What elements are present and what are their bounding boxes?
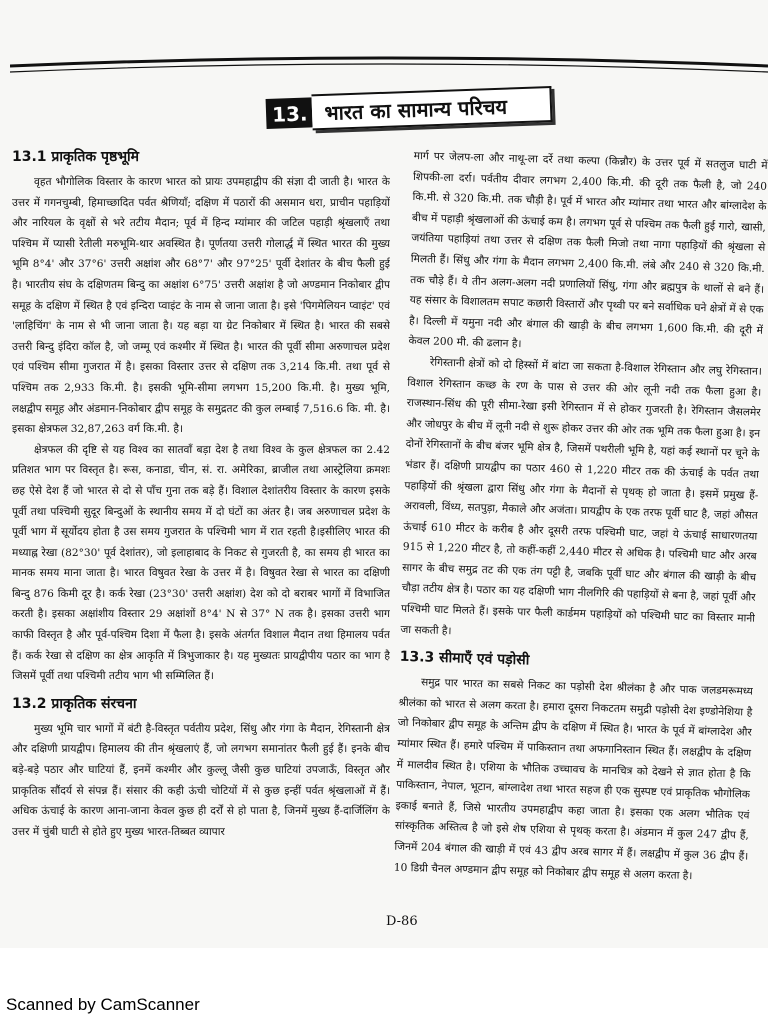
section-heading-physical-structure: 13.2 प्राकृतिक संरचना <box>12 695 137 712</box>
chapter-heading <box>265 83 552 135</box>
scanner-watermark: Scanned by CamScanner <box>6 995 200 1014</box>
paragraph-passes: मार्ग पर जेलप-ला और नाथू-ला दर्रे तथा कल्पा (किन्नौर) के उत्तर पूर्व में सतलुज घाटी में शिपकी-ला दर्रा। पर्वतीय दीवार लगभग 2,400 कि.मी. की दूरी तक फैली है, जो 240 कि.मी. से 320 कि.मी. तक चौड़ी है। पूर्व में भारत और म्यांमार तथा भारत और बांग्लादेश के बीच में पहाड़ी श्रृंखलाओं की ऊंचाई कम है। लगभग पूर्व से पश्चिम तक फैली हुई गारो, खासी, जयंतिया पहाड़ियां तथा उत्तर से दक्षिण तक फैली मिजो तथा नागा पहाड़ियों की श्रृंखला से मिलती हैं। सिंधु और गंगा के मैदान लगभग 2,400 कि.मी. लंबे और 240 से 320 कि.मी. तक चौड़े हैं। ये तीन अलग-अलग नदी प्रणालियों सिंधु, गंगा और ब्रह्मपुत्र के थालों से बने हैं। यह संसार के विशालतम सपाट कछारी विस्तारों और पृथ्वी पर बने सर्वाधिक घने क्षेत्रों में से एक है। दिल्ली में यमुना नदी और बंगाल की खाड़ी के बीच लगभग 1,600 कि.मी. की दूरी में केवल 200 मी. की ढलान है। <box>408 149 768 351</box>
paragraph-neighbours: समुद्र पार भारत का सबसे निकट का पड़ोसी देश श्रीलंका है और पाक जलडमरूमध्य श्रीलंका को भारत से अलग करता है। हमारा दूसरा निकटतम समुद्री पड़ोसी देश इण्डोनेशिया है जो निकोबार द्वीप समूह के अन्तिम द्वीप के दक्षिण में स्थित है। भारत के पूर्व में बांग्लादेश और म्यांमार स्थित हैं। हमारे पश्चिम में पाकिस्तान तथा अफगानिस्तान स्थित हैं। लक्षद्वीप के दक्षिण में मालदीव स्थित है। एशिया के भौतिक उच्चावच के मानचित्र को देखने से ज्ञात होता है कि पाकिस्तान, नेपाल, भूटान, बांग्लादेश तथा भारत सहज ही एक सुस्पष्ट एवं प्राकृतिक भौगोलिक इकाई बनाते हैं, जिसे भारतीय उपमहाद्वीप कहा जाता है। इसका एक अलग भौतिक एवं सांस्कृतिक अस्तित्व है जो इसे शेष एशिया से पृथक् करता है। अंडमान में कुल 247 द्वीप हैं, जिनमें 204 बंगाल की खाड़ी में एवं 43 द्वीप अरब सागर में हैं। लक्षद्वीप में कुल 36 द्वीप हैं। 10 डिग्री चैनल अण्डमान द्वीप समूह को निकोबार द्वीप समूह से अलग करता है। <box>393 676 754 882</box>
paragraph-area: क्षेत्रफल की दृष्टि से यह विश्व का सातवाँ बड़ा देश है तथा विश्व के कुल क्षेत्रफल का 2.42 प्रतिशत भाग पर विस्तृत है। रूस, कनाडा, चीन, सं. रा. अमेरिका, ब्राजील तथा आस्ट्रेलिया क्रमशः छह ऐसे देश हैं जो भारत से दो से पाँच गुना तक बड़े हैं। विशाल देशांतरीय विस्तार के कारण इसके पूर्वी तथा पश्चिमी सुदूर बिन्दुओं के स्थानीय समय में दो घंटों का अंतर है। जब अरुणाचल प्रदेश के पूर्वी भाग में सूर्योदय होता है उस समय गुजरात के पश्चिमी भाग में रात रहती है।इसीलिए भारत की मध्याह्न रेखा (82°30' पूर्व देशांतर), जो इलाहाबाद के निकट से गुजरती है, का समय ही भारत का मानक समय माना जाता है। भारत विषुवत रेखा के उत्तर में है। विषुवत रेखा से भारत का दक्षिणी बिन्दु 876 किमी दूर है। कर्क रेखा (23°30' उत्तरी अक्षांश) देश को दो बराबर भागों में विभाजित करती है। इसका अक्षांशीय विस्तार 29 अक्षांशों 8°4' N से 37° N तक है। इसका उत्तरी भाग काफी विस्तृत है और पूर्व-पश्चिम दिशा में फैला है। इसके अंतर्गत विशाल मैदान तथा हिमालय पर्वत हैं। कर्क रेखा से दक्षिण का क्षेत्र आकृति में त्रिभुजाकार है। यह मुख्यतः प्रायद्वीपीय पठार का भाग है जिसमें पूर्वी तथा पश्चिमी तटीय भाग भी सम्मिलित हैं। <box>12 443 390 683</box>
paragraph-structure: मुख्य भूमि चार भागों में बंटी है-विस्तृत पर्वतीय प्रदेश, सिंधु और गंगा के मैदान, रेगिस्तानी क्षेत्र और दक्षिणी प्रायद्वीप। हिमालय की तीन श्रृंखलाएं हैं, जो लगभग समानांतर फैली हुई हैं। इनके बीच बड़े-बड़े पठार और घाटियां हैं, इनमें कश्मीर और कुल्लू जैसी कुछ घाटियां उपजाऊँ, विस्तृत और प्राकृतिक सौंदर्य से संपन्न हैं। संसार की कही ऊंची चोटियों में से कुछ इन्हीं पर्वत श्रृंखलाओं में हैं। अधिक ऊंचाई के कारण आना-जाना केवल कुछ ही दर्रों से हो पाता है, जिनमें मुख्य हैं-दार्जिलिंग के उत्तर में चुंबी घाटी से होते हुए मुख्य भारत-तिब्बत व्यापार <box>12 722 390 838</box>
chapter-title: भारत का सामान्य परिचय <box>312 86 553 130</box>
right-column <box>394 146 768 888</box>
header-rule <box>10 52 768 82</box>
chapter-number: 13. <box>266 97 313 129</box>
paragraph-deserts: रेगिस्तानी क्षेत्रों को दो हिस्सों में बांटा जा सकता है-विशाल रेगिस्तान और लघु रेगिस्तान। विशाल रेगिस्तान कच्छ के रण के पास से उत्तर की ओर लूनी नदी तक फैला हुआ है। राजस्थान-सिंध की पूरी सीमा-रेखा इसी रेगिस्तान में से होकर गुजरती है। रेगिस्तान जैसलमेर और जोधपुर के बीच में लूनी नदी से शुरू होकर उत्तर की ओर तक भूमि तक फैला हुआ है। इन दोनों रेगिस्तानों के बीच बंजर भूमि क्षेत्र है, जिसमें पथरीली भूमि है, यहां कई स्थानों पर चूने के भंडार हैं। दक्षिणी प्रायद्वीप का पठार 460 से 1,220 मीटर तक की ऊंचाई के पर्वत तथा पहाड़ियों की श्रृंखला द्वारा सिंधु और गंगा के मैदानों से पृथक् हो जाता है। इसमें प्रमुख हैं-अरावली, विंध्य, सतपुड़ा, मैकाले और अजंता। प्रायद्वीप के एक तरफ पूर्वी घाट है, जहां औसत ऊंचाई 610 मीटर के करीब है और दूसरी तरफ पश्चिमी घाट, जहां ये ऊंचाई साधारणतया 915 से 1,220 मीटर है, तो कहीं-कहीं 2,440 मीटर से अधिक है। पश्चिमी घाट और अरब सागर के बीच समुद्र तट की एक तंग पट्टी है, जबकि पूर्वी घाट और बंगाल की खाड़ी के बीच चौड़ा तटीय क्षेत्र है। पठार का यह दक्षिणी भाग नीलगिरि की पहाड़ियों से बना है, जहां पूर्वी और पश्चिमी घाट मिलते हैं। इसके पार फैली कार्डमम पहाड़ियों को पश्चिमी घाट का विस्तार मानी जा सकती है। <box>400 356 763 637</box>
section-heading-borders-neighbours: 13.3 सीमाएँ एवं पड़ोसी <box>399 649 530 669</box>
paragraph-location: वृहत भौगोलिक विस्तार के कारण भारत को प्रायः उपमहाद्वीप की संज्ञा दी जाती है। भारत के उत्तर में गगनचुम्बी, हिमाच्छादित पर्वत श्रेणियाँ; दक्षिण में पठारों की असमान धरा, प्राचीन पहाड़ियों और नारियल के वृक्षों से भरे तटीय मैदान; पूर्व में हिन्द म्यांमार की जटिल पहाड़ी श्रृंखलाएँ तथा पश्चिम में प्यासी रेतीली मरुभूमि-थार अवस्थित है। पूर्णतया उत्तरी गोलार्द्ध में स्थित भारत की मुख्य भूमि 8°4' और 37°6' उत्तरी अक्षांश और 68°7' और 97°25' पूर्वी देशांतर के बीच फैली हुई है। भारतीय संघ के दक्षिणतम बिन्दु का अक्षांश 6°75' उत्तरी अक्षांश है जो अण्डमान निकोबार द्वीप समूह के दक्षिण में स्थित है एवं इन्दिरा प्वाइंट के नाम से जाना जाता है। इसे 'पिगमेलियन प्वाइंट' एवं 'लाहिचिंग' के नाम से भी जाना जाता है। यह बड़ा या ग्रेट निकोबार में स्थित है। भारत की सबसे उत्तरी बिन्दु इंदिरा कॉल है, जो जम्मू एवं कश्मीर में स्थित है। भारत की पूर्वी सीमा अरुणाचल प्रदेश एवं पश्चिम सीमा गुजरात में है। इसका विस्तार उत्तर से दक्षिण तक 3,214 कि.मी. तथा पूर्व से पश्चिम तक 2,933 कि.मी. है। इसकी भूमि-सीमा लगभग 15,200 कि.मी. है। मुख्य भूमि, लक्षद्वीप समूह और अंडमान-निकोबार द्वीप समूह के समुद्रतट की कुल लम्बाई 7,516.6 कि. मी. है। इसका क्षेत्रफल 32,87,263 वर्ग कि.मी. है। <box>12 176 390 436</box>
section-heading-natural-background: 13.1 प्राकृतिक पृष्ठभूमि <box>12 149 140 165</box>
left-column <box>12 146 390 842</box>
page-number: D-86 <box>386 914 418 929</box>
